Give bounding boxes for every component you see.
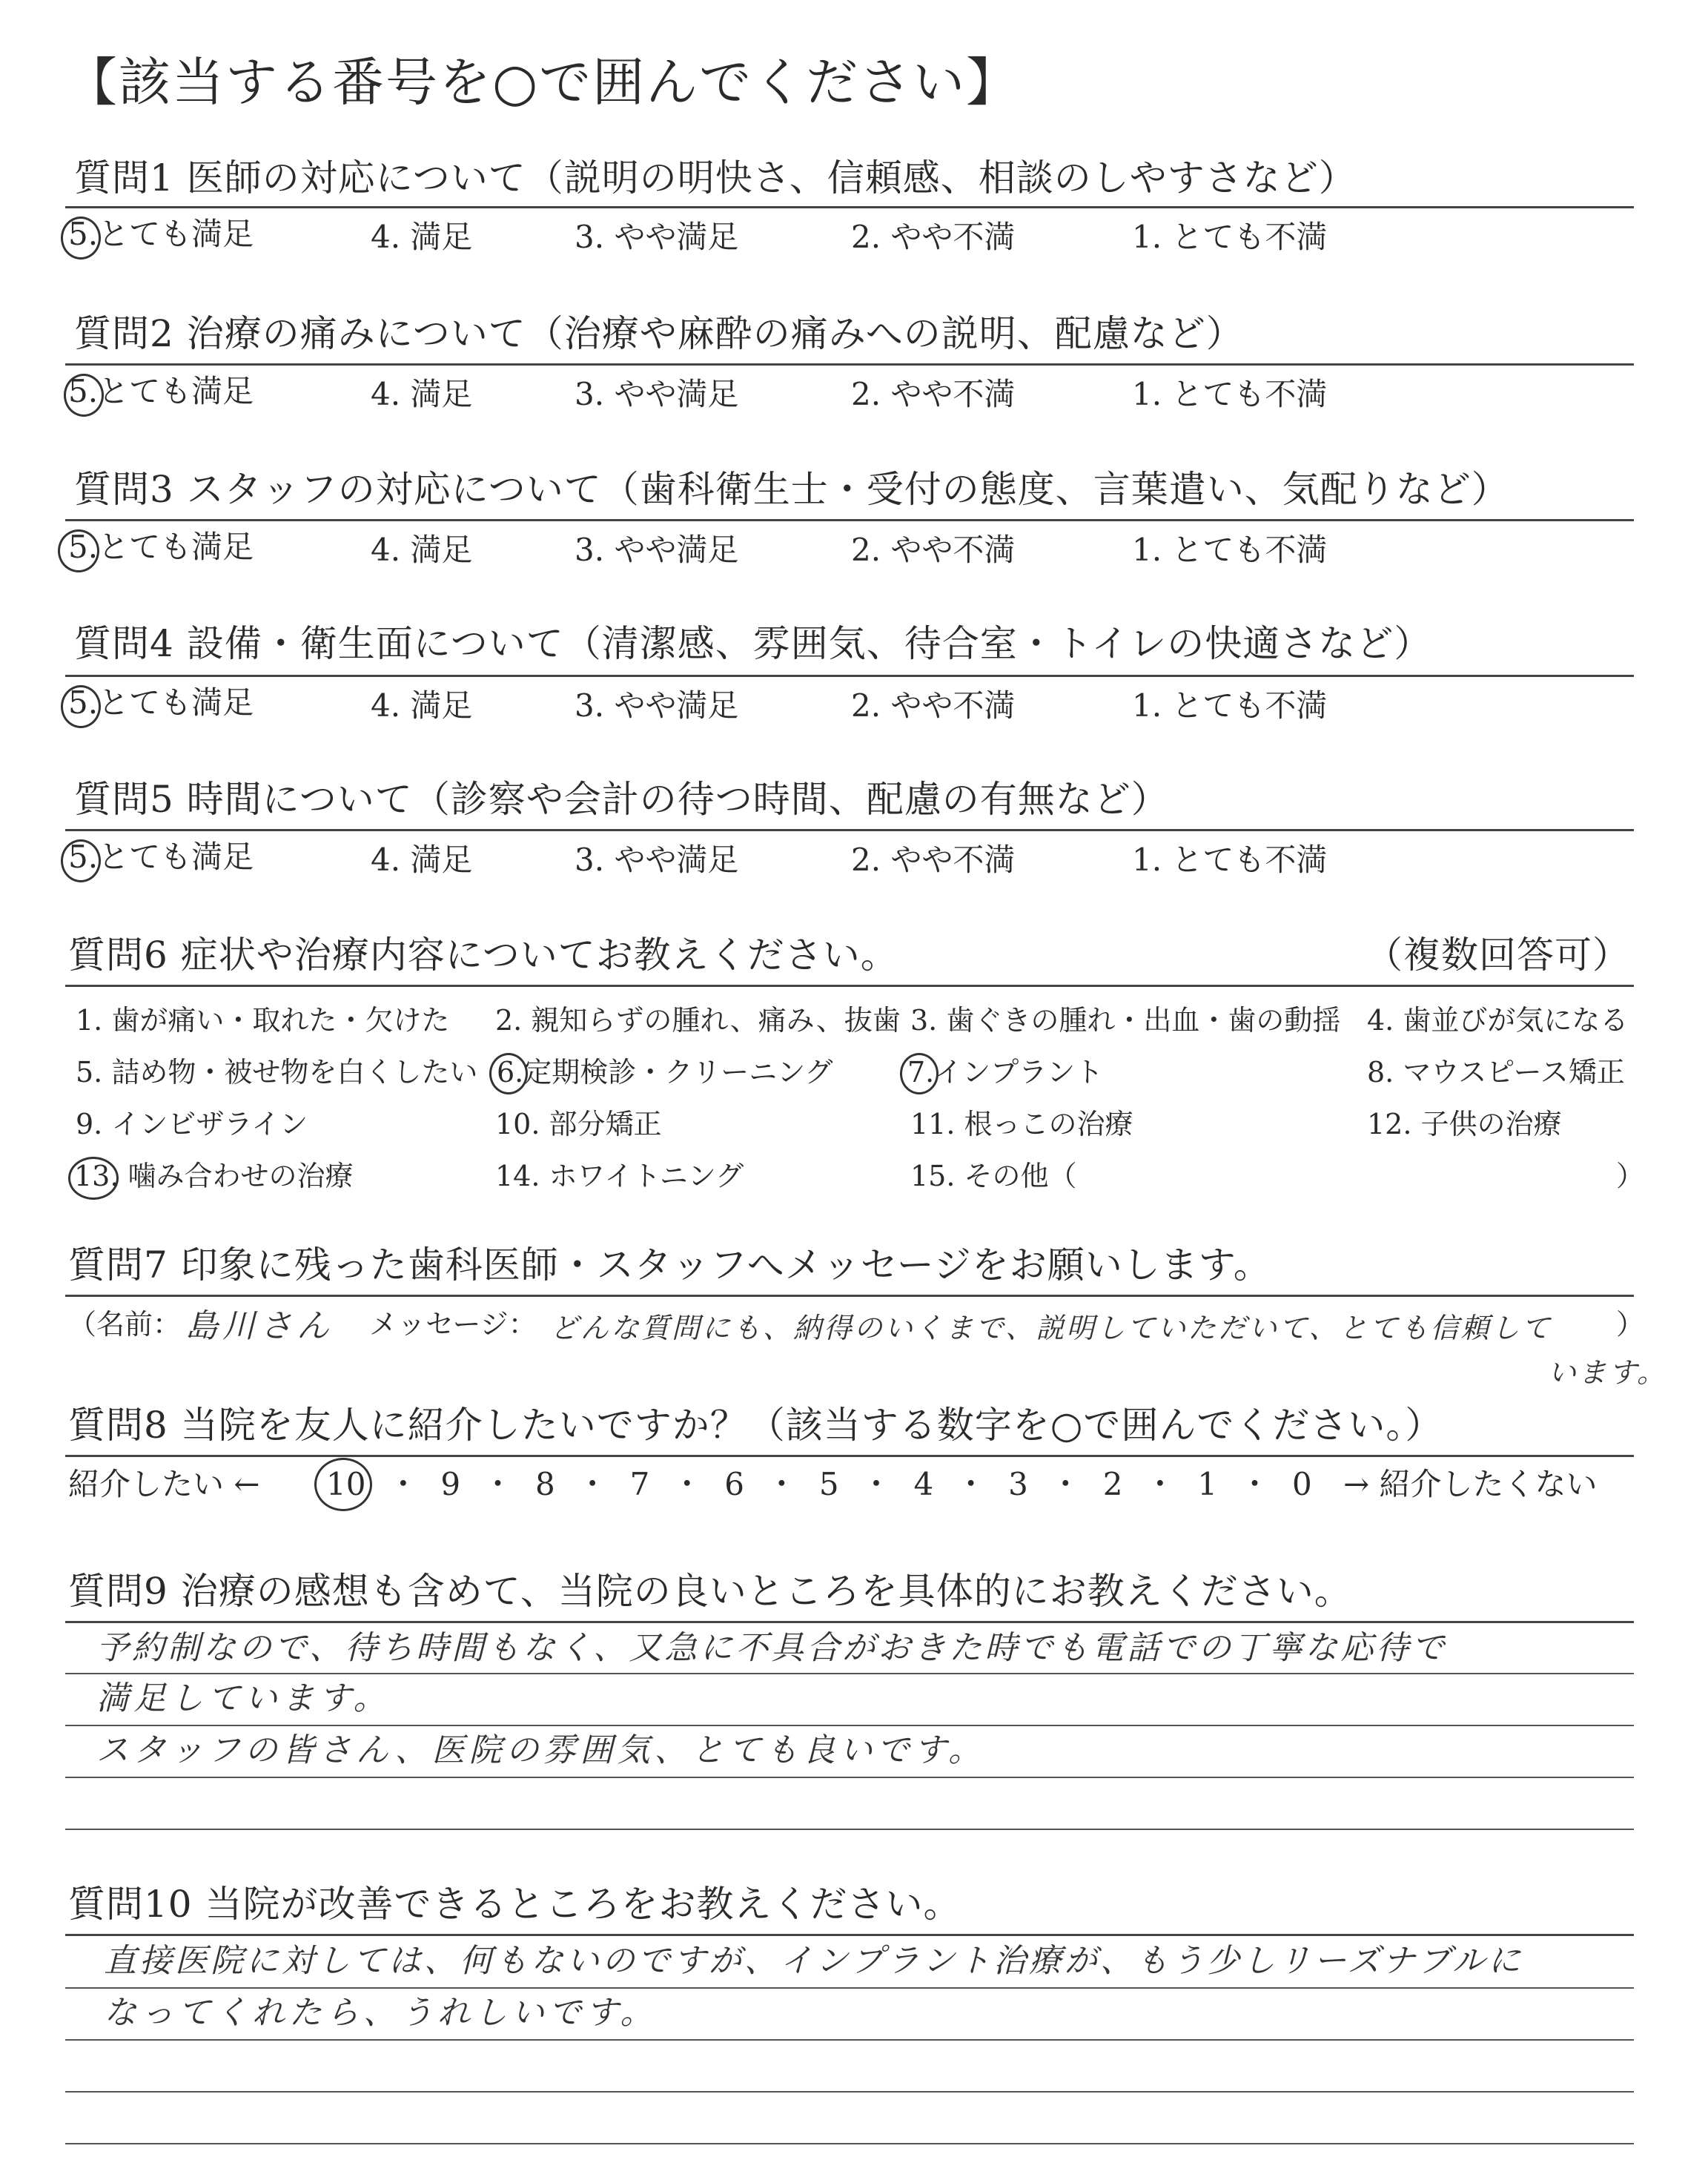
q1-option-5[interactable]: 5.とても満足 (68, 216, 254, 252)
question-4-heading: 質問4 設備・衛生面について（清潔感、雰囲気、待合室・トイレの快適さなど） (74, 622, 1432, 665)
q5-option-5[interactable]: 5.とても満足 (68, 839, 254, 875)
divider (65, 206, 1634, 208)
divider (65, 519, 1634, 521)
q6-item-5[interactable]: 5. 詰め物・被せ物を白くしたい (76, 1056, 478, 1089)
answer-line (65, 1777, 1634, 1778)
q3-option-3[interactable]: 3. やや満足 (575, 532, 739, 568)
q2-option-4[interactable]: 4. 満足 (371, 376, 473, 412)
recommend-right-label: → 紹介したくない (1343, 1466, 1598, 1502)
question-8-heading: 質問8 当院を友人に紹介したいですか？（該当する数字を○で囲んでください。） (68, 1404, 1443, 1447)
q9-answer-line-3[interactable]: スタッフの皆さん、医院の雰囲気、とても良いです。 (96, 1731, 986, 1769)
q5-option-3[interactable]: 3. やや満足 (575, 842, 739, 878)
message-label: メッセージ： (369, 1308, 537, 1341)
q4-option-3[interactable]: 3. やや満足 (575, 687, 739, 724)
q2-option-3[interactable]: 3. やや満足 (575, 376, 739, 412)
q6-item-2[interactable]: 2. 親知らずの腫れ、痛み、抜歯 (495, 1004, 901, 1037)
divider (65, 1295, 1634, 1297)
scale-6[interactable]: 6 (724, 1466, 744, 1502)
question-7-heading: 質問7 印象に残った歯科医師・スタッフへメッセージをお願いします。 (68, 1244, 1271, 1287)
scale-dot: ・ (955, 1466, 987, 1502)
divider (65, 829, 1634, 831)
q5-option-1[interactable]: 1. とても不満 (1132, 842, 1328, 878)
question-3-heading: 質問3 スタッフの対応について（歯科衛生士・受付の態度、言葉遣い、気配りなど） (74, 468, 1509, 511)
scale-dot: ・ (766, 1466, 798, 1502)
q4-option-2[interactable]: 2. やや不満 (851, 687, 1016, 724)
q3-option-2[interactable]: 2. やや不満 (851, 532, 1016, 568)
q9-answer-line-1[interactable]: 予約制なので、待ち時間もなく、又急に不具合がおきた時でも電話での丁寧な応待で (96, 1629, 1448, 1667)
q1-option-2[interactable]: 2. やや不満 (851, 219, 1016, 255)
answer-line (65, 1673, 1634, 1674)
q4-option-5[interactable]: 5.とても満足 (68, 684, 254, 721)
q6-item-3[interactable]: 3. 歯ぐきの腫れ・出血・歯の動揺 (910, 1004, 1341, 1037)
scale-0[interactable]: 0 (1291, 1466, 1312, 1502)
divider (65, 985, 1634, 987)
question-2-heading: 質問2 治療の痛みについて（治療や麻酔の痛みへの説明、配慮など） (74, 312, 1244, 355)
divider (65, 1455, 1634, 1457)
divider (65, 363, 1634, 366)
q1-option-4[interactable]: 4. 満足 (371, 219, 473, 255)
page-title: 【該当する番号を○で囲んでください】 (65, 52, 1020, 113)
scale-dot: ・ (861, 1466, 893, 1502)
q6-item-1[interactable]: 1. 歯が痛い・取れた・欠けた (76, 1004, 450, 1037)
q2-option-5[interactable]: 5.とても満足 (68, 373, 254, 409)
q6-item-8[interactable]: 8. マウスピース矯正 (1367, 1056, 1625, 1089)
recommend-left-label: 紹介したい ← (68, 1466, 260, 1502)
q6-item-4[interactable]: 4. 歯並びが気になる (1367, 1004, 1629, 1037)
q6-item-7[interactable]: 7.インプラント (907, 1056, 1104, 1089)
question-6-heading: 質問6 症状や治療内容についてお教えください。 (68, 934, 898, 977)
scale-dot: ・ (387, 1466, 419, 1502)
q6-item-13[interactable]: 13. 噛み合わせの治療 (74, 1160, 354, 1192)
q6-other-close: ） (1616, 1160, 1645, 1192)
q6-item-10[interactable]: 10. 部分矯正 (495, 1108, 662, 1140)
q6-item-15[interactable]: 15. その他（ (910, 1160, 1077, 1192)
question-5-heading: 質問5 時間について（診察や会計の待つ時間、配慮の有無など） (74, 778, 1169, 821)
q2-option-2[interactable]: 2. やや不満 (851, 376, 1016, 412)
divider (65, 1934, 1634, 1936)
answer-line (65, 1987, 1634, 1989)
scale-dot: ・ (671, 1466, 703, 1502)
answer-line (65, 1829, 1634, 1830)
q2-option-1[interactable]: 1. とても不満 (1132, 376, 1328, 412)
message-handwritten-line-1[interactable]: どんな質問にも、納得のいくまで、説明していただいて、とても信頼して (550, 1312, 1552, 1344)
q10-answer-line-2[interactable]: なってくれたら、うれしいです。 (104, 1994, 658, 2032)
scale-dot: ・ (1239, 1466, 1271, 1502)
name-label: （名前： (68, 1308, 182, 1341)
scale-dot: ・ (1144, 1466, 1176, 1502)
scale-dot: ・ (577, 1466, 609, 1502)
scale-5[interactable]: 5 (818, 1466, 839, 1502)
q3-option-4[interactable]: 4. 満足 (371, 532, 473, 568)
q6-item-11[interactable]: 11. 根っこの治療 (910, 1108, 1133, 1140)
message-close: ） (1616, 1308, 1645, 1341)
scale-dot: ・ (1050, 1466, 1082, 1502)
scale-dot: ・ (482, 1466, 514, 1502)
q6-item-6[interactable]: 6.定期検診・クリーニング (497, 1056, 833, 1089)
q1-option-1[interactable]: 1. とても不満 (1132, 219, 1328, 255)
scale-10[interactable]: 10 (326, 1466, 366, 1502)
answer-line (65, 2091, 1634, 2093)
scale-7[interactable]: 7 (629, 1466, 650, 1502)
q5-option-2[interactable]: 2. やや不満 (851, 842, 1016, 878)
scale-4[interactable]: 4 (913, 1466, 934, 1502)
answer-line (65, 2143, 1634, 2144)
multiple-answer-note: （複数回答可） (1366, 934, 1630, 977)
q6-item-12[interactable]: 12. 子供の治療 (1367, 1108, 1562, 1140)
q6-item-14[interactable]: 14. ホワイトニング (495, 1160, 744, 1192)
scale-3[interactable]: 3 (1008, 1466, 1028, 1502)
question-1-heading: 質問1 医師の対応について（説明の明快さ、信頼感、相談のしやすさなど） (74, 156, 1357, 199)
q10-answer-line-1[interactable]: 直接医院に対しては、何もないのですが、インプラント治療が、もう少しリーズナブルに (104, 1942, 1524, 1980)
q6-item-9[interactable]: 9. インビザライン (76, 1108, 308, 1140)
q4-option-1[interactable]: 1. とても不満 (1132, 687, 1328, 724)
q4-option-4[interactable]: 4. 満足 (371, 687, 473, 724)
scale-8[interactable]: 8 (534, 1466, 555, 1502)
q9-answer-line-2[interactable]: 満足しています。 (96, 1680, 391, 1717)
q3-option-1[interactable]: 1. とても不満 (1132, 532, 1328, 568)
question-10-heading: 質問10 当院が改善できるところをお教えください。 (68, 1883, 961, 1926)
message-handwritten-line-2[interactable]: います。 (1548, 1356, 1667, 1389)
scale-1[interactable]: 1 (1197, 1466, 1218, 1502)
divider (65, 675, 1634, 677)
answer-line (65, 2039, 1634, 2041)
answer-line (65, 1725, 1634, 1726)
question-9-heading: 質問9 治療の感想も含めて、当院の良いところを具体的にお教えください。 (68, 1570, 1352, 1613)
name-handwritten[interactable]: 島川さん (185, 1307, 334, 1345)
scale-2[interactable]: 2 (1102, 1466, 1123, 1502)
q1-option-3[interactable]: 3. やや満足 (575, 219, 739, 255)
q5-option-4[interactable]: 4. 満足 (371, 842, 473, 878)
recommend-scale (326, 1464, 1312, 1505)
divider (65, 1621, 1634, 1623)
scale-9[interactable]: 9 (440, 1466, 461, 1502)
q3-option-5[interactable]: 5.とても満足 (68, 529, 254, 565)
